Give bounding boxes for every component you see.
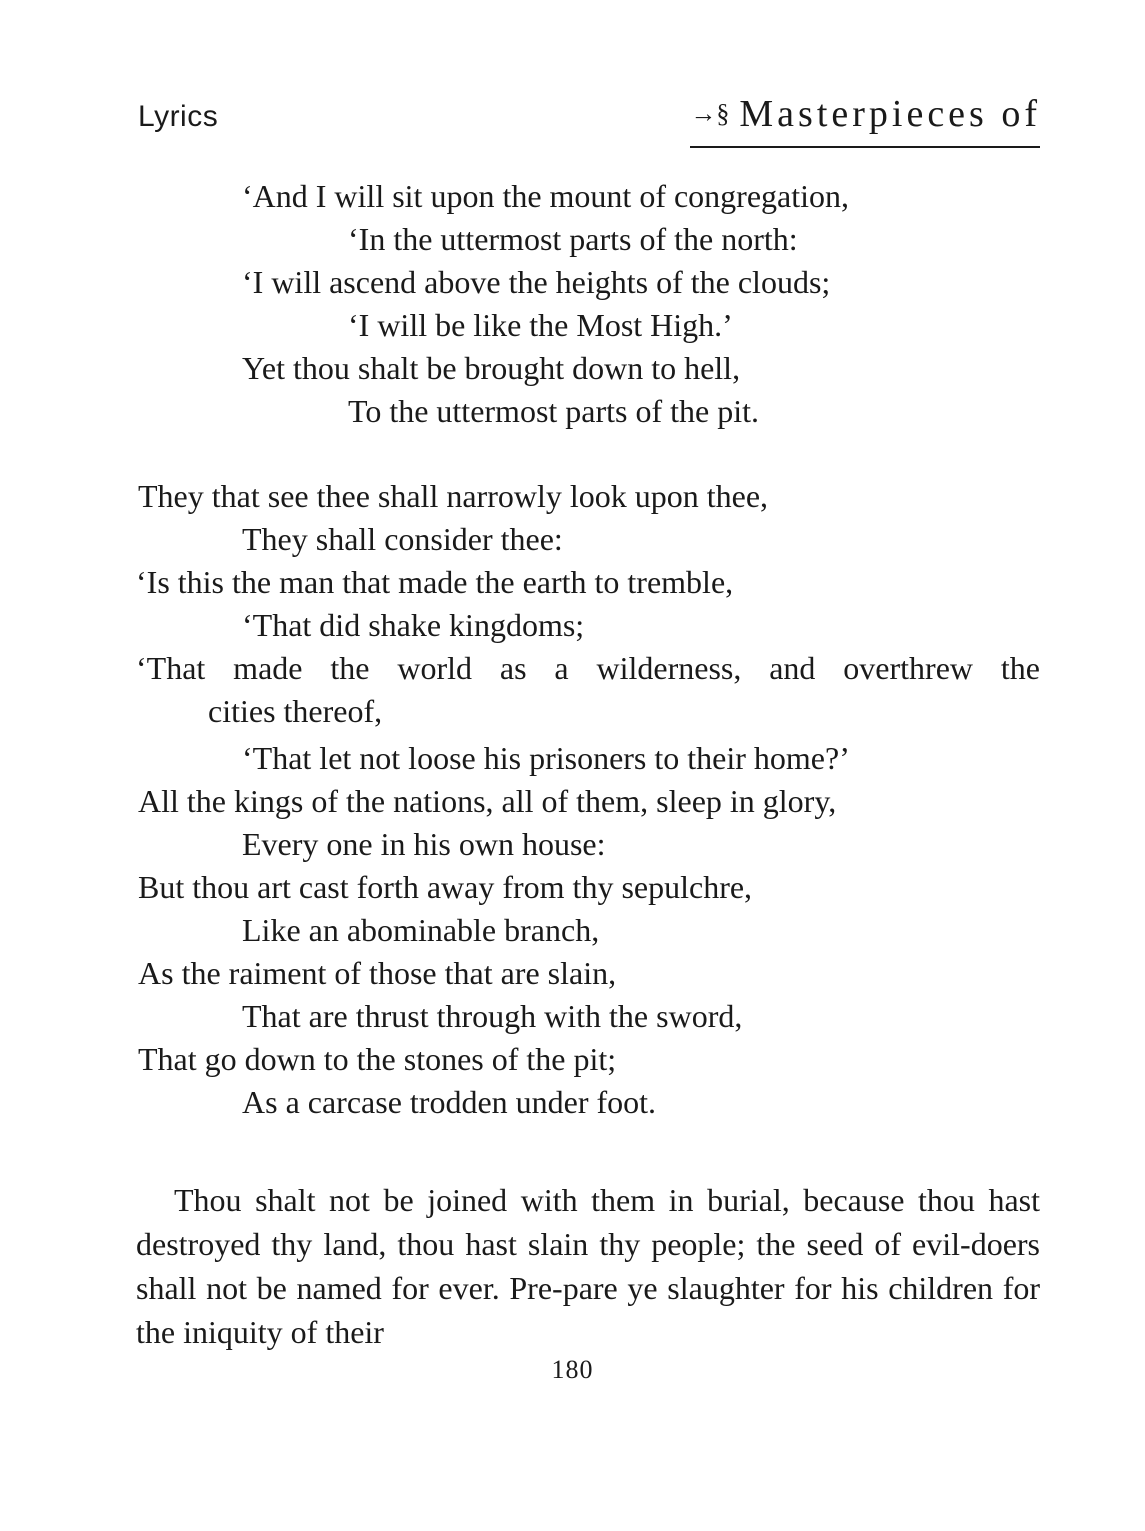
verse-line: ‘That did shake kingdoms; (242, 607, 585, 643)
verse-line: ‘I will ascend above the heights of the clouds; (242, 264, 831, 300)
verse-line: As a carcase trodden under foot. (242, 1084, 657, 1120)
header-rule (690, 146, 1040, 148)
running-head-title-text: Masterpieces of (739, 93, 1041, 135)
verse-line: All the kings of the nations, all of them, sleep in glory, (138, 783, 837, 819)
verse-line: Yet thou shalt be brought down to hell, (242, 350, 741, 386)
running-head-section: Lyrics (138, 100, 219, 133)
verse-line: To the uttermost parts of the pit. (348, 393, 760, 429)
ornament-icon: →§ (690, 99, 730, 128)
verse-line: ‘And I will sit upon the mount of congregation, (242, 178, 850, 214)
verse-line: cities thereof, (208, 693, 383, 729)
running-head-title (690, 92, 1041, 136)
verse-line: ‘That let not loose his prisoners to their home?’ (242, 740, 850, 776)
verse-line: ‘In the uttermost parts of the north: (348, 221, 798, 257)
verse-line: ‘That made the world as a wilderness, and overthrew the (136, 650, 1040, 686)
verse-line: But thou art cast forth away from thy sepulchre, (138, 869, 753, 905)
verse-line: That go down to the stones of the pit; (138, 1041, 617, 1077)
verse-line: As the raiment of those that are slain, (138, 955, 617, 991)
verse-line: That are thrust through with the sword, (242, 998, 743, 1034)
prose-paragraph: Thou shalt not be joined with them in burial, because thou hast destroyed thy land, thou hast slain thy people; the seed of evil-doers shall not be named for ever. Pre-pare ye slaughter for his children for the iniquity of their (136, 1182, 1040, 1350)
verse-line: ‘I will be like the Most High.’ (348, 307, 733, 343)
verse-line: They shall consider thee: (242, 521, 563, 557)
verse-line: Every one in his own house: (242, 826, 606, 862)
verse-line: They that see thee shall narrowly look upon thee, (138, 478, 769, 514)
verse-line: Like an abominable branch, (242, 912, 600, 948)
verse-line: ‘Is this the man that made the earth to tremble, (136, 564, 734, 600)
page-number: 180 (551, 1355, 594, 1384)
